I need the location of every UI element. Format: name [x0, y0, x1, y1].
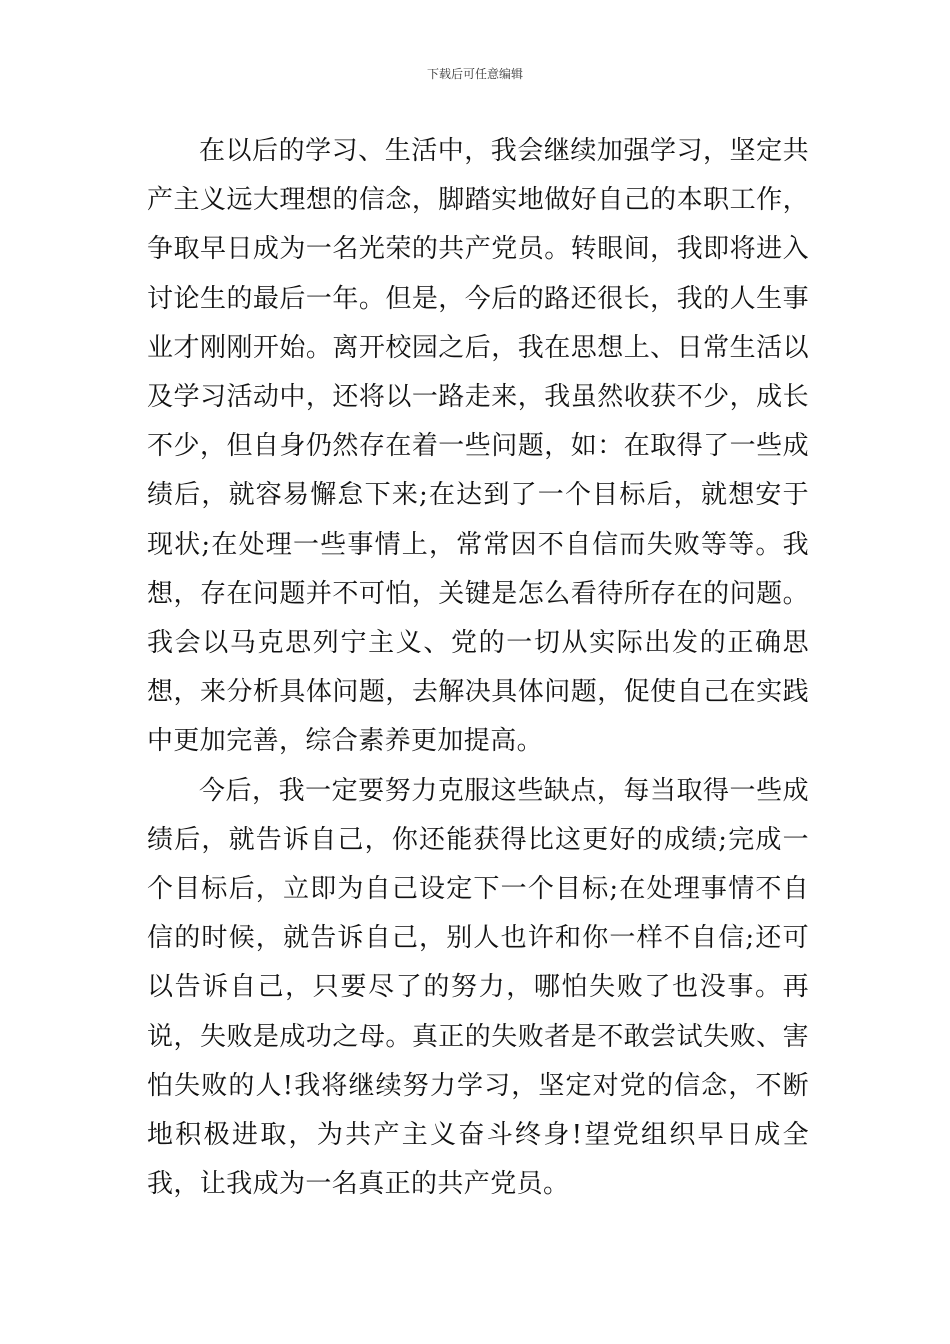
page-header: 下载后可任意编辑: [426, 67, 523, 81]
paragraph-2: 今后，我一定要努力克服这些缺点，每当取得一些成绩后，就告诉自己，你还能获得比这更好的成绩;完成一个目标后，立即为自己设定下一个目标;在处理事情不自信的时候，就告诉自己，别人也许和你一样不自信;还可以告诉自己，只要尽了的努力，哪怕失败了也没事。再说，失败是成功之母。真正的失败者是不敢尝试失败、害怕失败的人!我将继续努力学习，坚定对党的信念，不断地积极进取，为共产主义奋斗终身!望党组织早日成全我，让我成为一名真正的共产党员。: [147, 775, 809, 1200]
document-body: [147, 127, 809, 1209]
paragraph-1: 在以后的学习、生活中，我会继续加强学习，坚定共产主义远大理想的信念，脚踏实地做好自己的本职工作，争取早日成为一名光荣的共产党员。转眼间，我即将进入讨论生的最后一年。但是，今后的路还很长，我的人生事业才刚刚开始。离开校园之后，我在思想上、日常生活以及学习活动中，还将以一路走来，我虽然收获不少，成长不少，但自身仍然存在着一些问题，如：在取得了一些成绩后，就容易懈怠下来;在达到了一个目标后，就想安于现状;在处理一些事情上，常常因不自信而失败等等。我想，存在问题并不可怕，关键是怎么看待所存在的问题。我会以马克思列宁主义、党的一切从实际出发的正确思想，来分析具体问题，去解决具体问题，促使自己在实践中更加完善，综合素养更加提高。: [147, 136, 809, 757]
